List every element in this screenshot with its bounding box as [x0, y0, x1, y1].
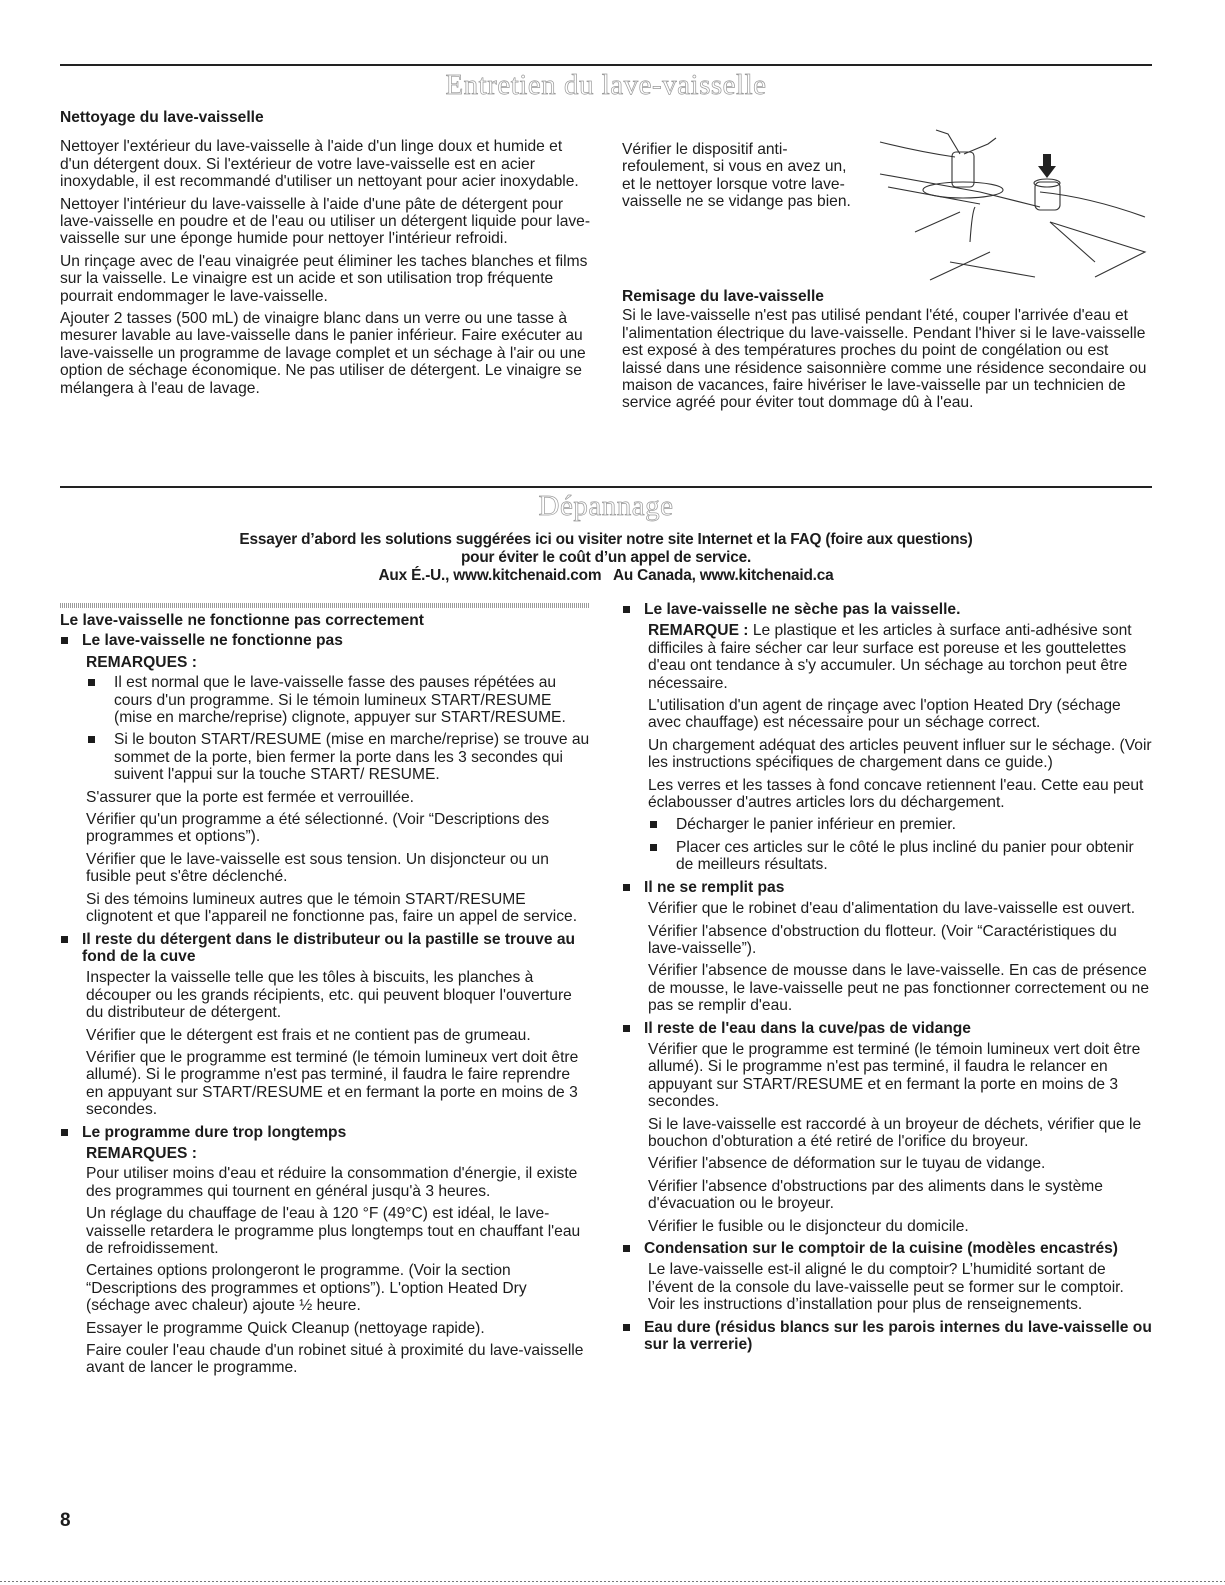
bullet-icon	[88, 679, 95, 686]
tip-text: Un chargement adéquat des articles peuvent influer sur le séchage. (Voir les instructions spécifiques de chargement dans ce guide.)	[648, 736, 1152, 772]
cleaning-paragraph: Un rinçage avec de l'eau vinaigrée peut éliminer les taches blanches et films sur la vaisselle. Le vinaigre est un acide et son utilisation trop fréquente pourrait endommager le lave-vaisselle.	[60, 252, 588, 305]
bullet-icon	[623, 1245, 630, 1252]
tip-text: Les verres et les tasses à fond concave retiennent l'eau. Cette eau peut éclabousser d'autres articles lors du déchargement.	[648, 776, 1144, 812]
note-item	[86, 731, 590, 783]
note-text: Placer ces articles sur le côté le plus incliné du panier pour obtenir de meilleurs résultats.	[676, 838, 1134, 874]
topic-condensation	[622, 1240, 1152, 1257]
storage-paragraph: Si le lave-vaisselle n'est pas utilisé pendant l'été, couper l'arrivée d'eau et l'alimentation électrique du lave-vaisselle. Pendant l'hiver si le lave-vaisselle est exposé à des températures proches du point de congélation ou est laissé dans une résidence saisonnière comme une résidence secondaire ou maison de vacances, faire hivériser le lave-vaisselle par un technicien de service agréé pour éviter tout dommage dû à l'eau.	[622, 307, 1147, 412]
topic-body	[86, 654, 590, 926]
topic-title: Le lave-vaisselle ne sèche pas la vaisselle.	[644, 601, 961, 618]
tip-text: Vérifier l'absence de déformation sur le tuyau de vidange.	[648, 1155, 1046, 1173]
cleaning-paragraph: Nettoyer l'extérieur du lave-vaisselle à l'aide d'un linge doux et humide et d'un détergent doux. Si l'extérieur de votre lave-vaisselle est en acier inoxydable, il est recommandé d'utiliser un nettoyant pour acier inoxydable.	[60, 138, 579, 191]
note-text: Il est normal que le lave-vaisselle fasse des pauses répétées au cours d'un programme. Si le témoin lumineux START/RESUME (mise en marche/reprise) clignote, appuyer sur START/RESUME.	[114, 674, 566, 727]
troubleshooting-title: Dépannage	[538, 490, 674, 522]
bullet-icon	[61, 1129, 68, 1136]
hatch-divider	[60, 603, 590, 608]
note-item	[86, 674, 590, 726]
remarque-text: Le plastique et les articles à surface anti-adhésive sont difficiles à faire sécher car leur surface est poreuse et les gouttelettes d'eau ont tendance à s'y accumuler. Un séchage au torchon peut être nécessaire.	[648, 622, 1132, 692]
storage-heading: Remisage du lave-vaisselle	[622, 288, 824, 305]
topic-not-running	[60, 632, 590, 649]
bullet-icon	[623, 1324, 630, 1331]
cleaning-heading: Nettoyage du lave-vaisselle	[60, 109, 264, 126]
note-text: Décharger le panier inférieur en premier.	[676, 816, 956, 834]
tip-text: Vérifier l'absence d'obstruction du flotteur. (Voir “Caractéristiques du lave-vaisselle”).	[648, 922, 1117, 957]
topic-not-filling	[622, 879, 1152, 896]
intro-line: Essayer d’abord les solutions suggérées ici ou visiter notre site Internet et la FAQ (foire aux questions)	[239, 531, 973, 548]
remarques-label: REMARQUES :	[86, 653, 197, 671]
category-heading: Le lave-vaisselle ne fonctionne pas correctement	[60, 612, 424, 629]
tip-text: Vérifier qu'un programme a été sélectionné. (Voir “Descriptions des programmes et options”).	[86, 811, 550, 846]
cleaning-paragraph: Nettoyer l'intérieur du lave-vaisselle à l'aide d'une pâte de détergent pour lave-vaisselle en poudre et de l'eau ou utiliser un détergent liquide pour lave-vaisselle sur une éponge humide pour nettoyer l'intérieur refroidi.	[60, 195, 591, 248]
tip-text: Si des témoins lumineux autres que le témoin START/RESUME clignotent et que l'appareil ne fonctionne pas, faire un appel de service.	[86, 890, 578, 926]
tip-text: Vérifier l'absence d'obstructions par des aliments dans le système d'évacuation ou le broyeur.	[648, 1177, 1103, 1213]
remarque-paragraph	[648, 622, 1152, 692]
troubleshooting-right	[622, 601, 1152, 1357]
maintenance-title: Entretien du lave-vaisselle	[445, 69, 767, 101]
tip-text: Essayer le programme Quick Cleanup (nettoyage rapide).	[86, 1319, 485, 1337]
intro-line: pour éviter le coût d’un appel de service.	[460, 549, 752, 566]
topic-detergent	[60, 931, 590, 966]
troubleshooting-left	[60, 603, 590, 1382]
topic-title: Le lave-vaisselle ne fonctionne pas	[82, 632, 343, 650]
topic-long-cycle	[60, 1124, 590, 1141]
tip-text: Vérifier que le détergent est frais et ne contient pas de grumeau.	[86, 1026, 531, 1044]
topic-title: Condensation sur le comptoir de la cuisine (modèles encastrés)	[644, 1240, 1119, 1257]
tip-text: S'assurer que la porte est fermée et verrouillée.	[86, 788, 415, 806]
middle-rule	[60, 486, 1152, 488]
bullet-icon	[623, 884, 630, 891]
page-number: 8	[60, 1510, 71, 1531]
remarques-label: REMARQUES :	[86, 1144, 197, 1162]
tip-text: Pour utiliser moins d'eau et réduire la consommation d'énergie, il existe des programmes qui tournent en général jusqu'à 3 heures.	[86, 1165, 578, 1200]
tip-text: Vérifier que le lave-vaisselle est sous tension. Un disjoncteur ou un fusible peut s'être déclenché.	[86, 850, 549, 886]
bullet-icon	[623, 1025, 630, 1032]
tip-text: Vérifier le fusible ou le disjoncteur du domicile.	[648, 1217, 969, 1235]
tip-text: Un réglage du chauffage de l'eau à 120 °F (49°C) est idéal, le lave-vaisselle retardera le programme plus longtemps tout en chauffant l'eau de refroidissement.	[86, 1205, 581, 1257]
bullet-icon	[88, 736, 95, 743]
top-rule	[60, 64, 1152, 66]
bullet-icon	[61, 637, 68, 644]
topic-title: Il reste de l'eau dans la cuve/pas de vidange	[644, 1019, 971, 1037]
tip-text: Inspecter la vaisselle telle que les tôles à biscuits, les planches à découper ou les grands récipients, etc. qui peuvent bloquer l'ouverture du distributeur de détergent.	[86, 969, 572, 1022]
tip-text: Faire couler l'eau chaude d'un robinet situé à proximité du lave-vaisselle avant de lancer le programme.	[86, 1342, 584, 1377]
bullet-icon	[650, 844, 657, 851]
topic-title: Eau dure (résidus blancs sur les parois internes du lave-vaisselle ou sur la verrerie)	[644, 1318, 1152, 1354]
topic-title: Il ne se remplit pas	[644, 878, 785, 896]
topic-not-drying	[622, 601, 1152, 618]
topic-body	[648, 1261, 1152, 1313]
topic-body	[648, 1041, 1152, 1235]
topic-body	[86, 969, 590, 1118]
airgap-text	[622, 141, 858, 216]
cleaning-section	[60, 109, 595, 402]
topic-body	[86, 1145, 590, 1377]
tip-text: L'utilisation d'un agent de rinçage avec l'option Heated Dry (séchage avec chauffage) est nécessaire pour un séchage correct.	[648, 697, 1121, 732]
topic-title: Il reste du détergent dans le distributeur ou la pastille se trouve au fond de la cuve	[82, 930, 576, 965]
tip-text: Si le lave-vaisselle est raccordé à un broyeur de déchets, vérifier que le bouchon d'obturation a été retiré de l'orifice du broyeur.	[648, 1115, 1142, 1150]
tip-text: Vérifier que le robinet d'eau d'alimentation du lave-vaisselle est ouvert.	[648, 900, 1136, 918]
note-item	[648, 839, 1152, 874]
topic-title: Le programme dure trop longtemps	[82, 1123, 347, 1141]
tip-text: Le lave-vaisselle est-il aligné le du comptoir? L’humidité sortant de l’évent de la console du lave-vaisselle peut se former sur le comptoir. Voir les instructions d’installation pour plus de renseignements.	[648, 1261, 1124, 1314]
air-gap-illustration	[860, 112, 1160, 287]
intro-websites: Aux É.-U., www.kitchenaid.com Au Canada, www.kitchenaid.ca	[378, 567, 834, 584]
tip-text: Certaines options prolongeront le programme. (Voir la section “Descriptions des programmes et options”). L'option Heated Dry (séchage avec chaleur) ajoute ½ heure.	[86, 1262, 527, 1315]
cleaning-paragraph: Ajouter 2 tasses (500 mL) de vinaigre blanc dans un verre ou une tasse à mesurer lavable au lave-vaisselle dans le panier inférieur. Faire exécuter au lave-vaisselle un programme de lavage complet et un séchage à l'air ou une option de séchage économique. Ne pas utiliser de détergent. Le vinaigre se mélangera à l'eau de lavage.	[60, 310, 586, 397]
airgap-paragraph: Vérifier le dispositif anti-refoulement, si vous en avez un, et le nettoyer lorsque votre lave-vaisselle ne se vidange pas bien.	[622, 141, 851, 211]
topic-body	[648, 900, 1152, 1014]
note-item	[648, 816, 1152, 833]
topic-hard-water	[622, 1319, 1152, 1354]
storage-section	[622, 288, 1152, 417]
topic-no-drain	[622, 1020, 1152, 1037]
bottom-dotted-line	[0, 1581, 1225, 1582]
bullet-icon	[650, 821, 657, 828]
remarque-label: REMARQUE :	[648, 622, 749, 640]
topic-body	[648, 622, 1152, 873]
tip-text: Vérifier que le programme est terminé (le témoin lumineux vert doit être allumé). Si le programme n'est pas terminé, il faudra le faire reprendre en appuyant sur START/RESUME et en fermant la porte en moins de 3 secondes.	[86, 1048, 579, 1119]
tip-text: Vérifier l'absence de mousse dans le lave-vaisselle. En cas de présence de mousse, le lave-vaisselle peut ne pas fonctionner correctement ou ne pas se remplir d'eau.	[648, 962, 1150, 1015]
bullet-icon	[61, 936, 68, 943]
troubleshooting-intro	[60, 531, 1152, 585]
bullet-icon	[623, 606, 630, 613]
note-text: Si le bouton START/RESUME (mise en marche/reprise) se trouve au sommet de la porte, bien fermer la porte dans les 3 secondes qui suivent l'appui sur la touche START/ RESUME.	[114, 731, 590, 784]
tip-text: Vérifier que le programme est terminé (le témoin lumineux vert doit être allumé). Si le programme n'est pas terminé, il faudra le relancer en appuyant sur START/RESUME et en fermant la porte en moins de 3 secondes.	[648, 1040, 1141, 1111]
